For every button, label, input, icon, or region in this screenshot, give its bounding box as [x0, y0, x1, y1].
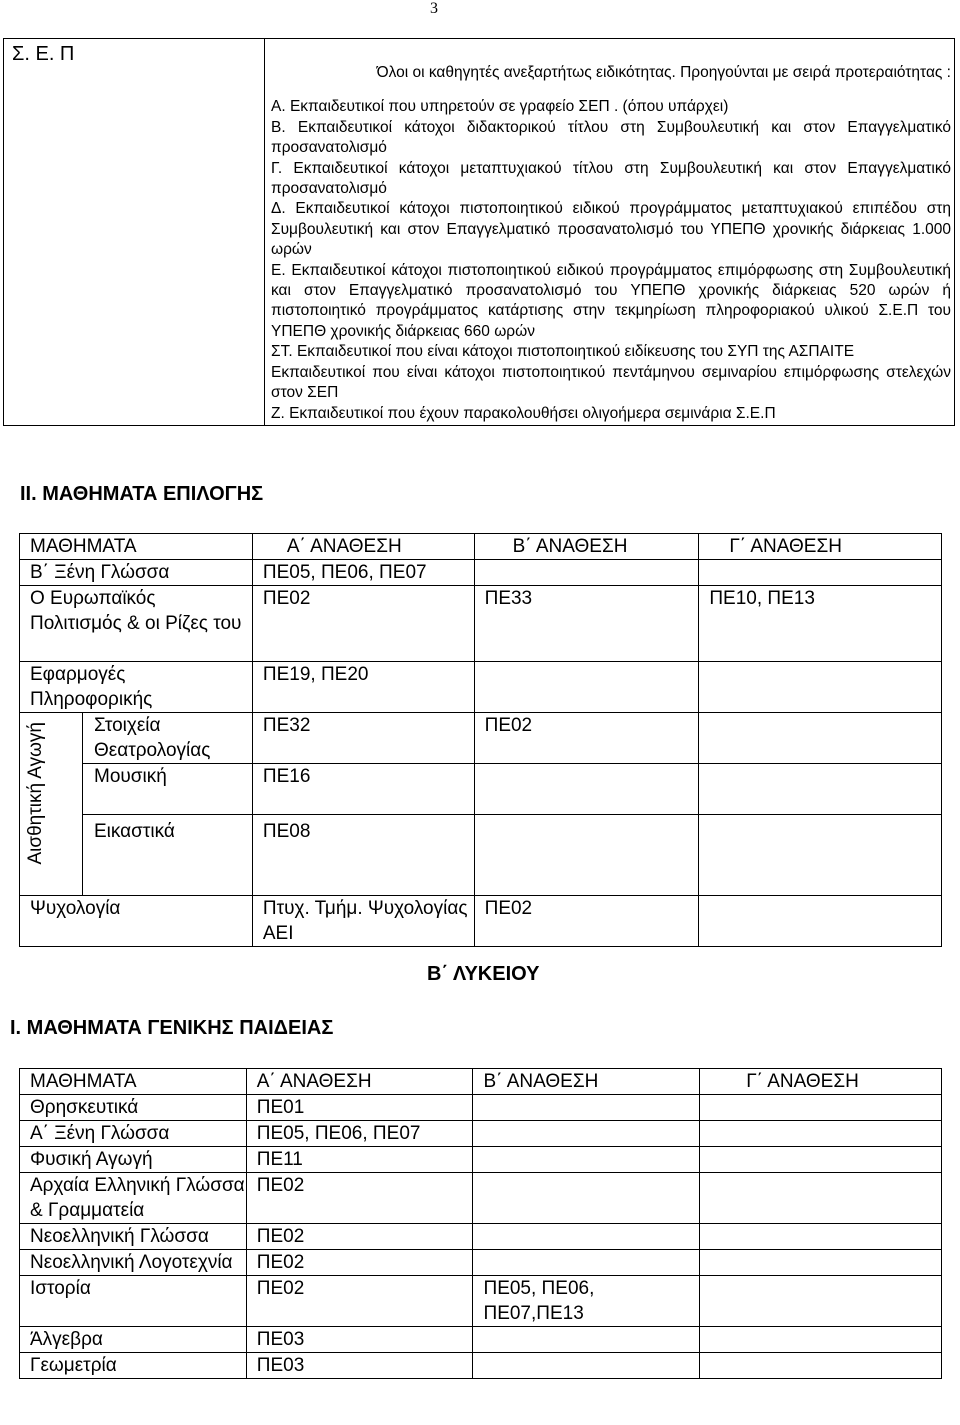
aesthetic-subject: Μουσική — [83, 764, 252, 815]
col-header: Γ΄ ΑΝΑΘΕΣΗ — [700, 1069, 942, 1095]
table-cell — [475, 764, 699, 815]
table-cell — [699, 764, 941, 815]
col-header: ΜΑΘΗΜΑΤΑ — [20, 1069, 247, 1095]
aesthetic-col — [252, 713, 474, 896]
col-header: Β΄ ΑΝΑΘΕΣΗ — [473, 1069, 700, 1095]
table-row — [20, 1147, 942, 1173]
table-cell: ΠΕ11 — [246, 1147, 473, 1173]
table-cell — [699, 896, 942, 947]
table-cell — [473, 1095, 700, 1121]
table-cell — [473, 1250, 700, 1276]
table-cell — [700, 1224, 942, 1250]
table-row — [20, 560, 942, 586]
col-header: Γ΄ ΑΝΑΘΕΣΗ — [699, 534, 942, 560]
table-cell: Πτυχ. Τμήμ. Ψυχολογίας ΑΕΙ — [252, 896, 474, 947]
section1-title: Ι. ΜΑΘΗΜΑΤΑ ΓΕΝΙΚΗΣ ΠΑΙΔΕΙΑΣ — [10, 1017, 334, 1039]
table-cell: ΠΕ08 — [262, 821, 311, 842]
sep-item: Β. Εκπαιδευτικοί κάτοχοι διδακτορικού τίτλου στη Συμβουλευτική και στον Επαγγελματικό προσανατολισμό — [271, 118, 951, 157]
table-cell: Άλγεβρα — [20, 1327, 247, 1353]
table-cell: ΠΕ05, ΠΕ06, ΠΕ07 — [252, 560, 474, 586]
table-cell: Αρχαία Ελληνική Γλώσσα & Γραμματεία — [20, 1173, 247, 1224]
table-row — [20, 1173, 942, 1224]
table-cell — [700, 1327, 942, 1353]
sep-text — [271, 63, 951, 424]
table-cell: Νεοελληνική Γλώσσα — [20, 1224, 247, 1250]
sep-intro: Όλοι οι καθηγητές ανεξαρτήτως ειδικότητας. Προηγούνται με σειρά προτεραιότητας : — [376, 64, 951, 81]
table-cell — [700, 1147, 942, 1173]
table-cell — [473, 1173, 700, 1224]
sep-item: Γ. Εκπαιδευτικοί κάτοχοι μεταπτυχιακού τίτλου στη Συμβουλευτική και στον Επαγγελματικό προσανατολισμό — [271, 159, 951, 198]
lykeio-title: Β΄ ΛΥΚΕΙΟΥ — [427, 963, 540, 985]
table-cell — [700, 1121, 942, 1147]
table-cell — [699, 815, 941, 895]
table-cell — [474, 662, 699, 713]
table-header-row — [20, 534, 942, 560]
table-cell: ΠΕ01 — [246, 1095, 473, 1121]
table-cell: Ο Ευρωπαϊκός Πολιτισμός & οι Ρίζες του — [20, 586, 253, 662]
aesthetic-label: Αισθητική Αγωγή — [25, 722, 46, 865]
table-cell: Εφαρμογές Πληροφορικής — [20, 662, 253, 713]
col-header: Α΄ ΑΝΑΘΕΣΗ — [246, 1069, 473, 1095]
table-cell — [700, 1353, 942, 1379]
sep-item: Ζ. Εκπαιδευτικοί που έχουν παρακολουθήσει ολιγοήμερα σεμινάρια Σ.Ε.Π — [271, 404, 776, 422]
table-cell: Νεοελληνική Λογοτεχνία — [20, 1250, 247, 1276]
table-cell: ΠΕ05, ΠΕ06, ΠΕ07,ΠΕ13 — [473, 1276, 700, 1327]
col-header: ΜΑΘΗΜΑΤΑ — [20, 534, 253, 560]
aesthetic-col — [699, 713, 942, 896]
table-cell: ΠΕ02 — [246, 1173, 473, 1224]
table-row — [20, 586, 942, 662]
page-number: 3 — [430, 0, 438, 17]
table-row — [20, 1250, 942, 1276]
table-cell: ΠΕ32 — [253, 713, 474, 764]
sep-item: ΣΤ. Εκπαιδευτικοί που είναι κάτοχοι πιστοποιητικού ειδίκευσης του ΣΥΠ της ΑΣΠΑΙΤΕ — [271, 343, 855, 361]
col-header: Β΄ ΑΝΑΘΕΣΗ — [474, 534, 699, 560]
table-cell: ΠΕ02 — [474, 896, 699, 947]
table-cell: ΠΕ05, ΠΕ06, ΠΕ07 — [246, 1121, 473, 1147]
table-row — [20, 1095, 942, 1121]
table-row — [20, 713, 942, 896]
table-cell — [700, 1173, 942, 1224]
aesthetic-col — [474, 713, 699, 896]
general-table — [19, 1068, 942, 1379]
table-cell: ΠΕ02 — [475, 713, 699, 764]
table-cell — [700, 1250, 942, 1276]
table-cell: ΠΕ03 — [246, 1353, 473, 1379]
table-cell: Θρησκευτικά — [20, 1095, 247, 1121]
section2-title: ΙΙ. ΜΑΘΗΜΑΤΑ ΕΠΙΛΟΓΗΣ — [20, 483, 264, 505]
table-row — [20, 1224, 942, 1250]
sep-box — [3, 38, 955, 426]
table-row — [20, 662, 942, 713]
table-cell: Γεωμετρία — [20, 1353, 247, 1379]
table-cell — [475, 815, 699, 895]
table-cell — [699, 560, 942, 586]
elective-table — [19, 533, 942, 947]
table-cell — [473, 1121, 700, 1147]
sep-item: Α. Εκπαιδευτικοί που υπηρετούν σε γραφείο ΣΕΠ . (όπου υπάρχει) — [271, 98, 729, 116]
table-cell — [699, 662, 942, 713]
table-cell: ΠΕ02 — [246, 1276, 473, 1327]
table-cell — [474, 560, 699, 586]
table-cell — [699, 713, 941, 764]
table-row — [20, 1276, 942, 1327]
table-cell — [473, 1224, 700, 1250]
table-cell: ΠΕ02 — [246, 1250, 473, 1276]
table-cell: ΠΕ02 — [252, 586, 474, 662]
table-cell: ΠΕ03 — [246, 1327, 473, 1353]
table-row — [20, 896, 942, 947]
aesthetic-subject: Στοιχεία Θεατρολογίας — [83, 713, 252, 764]
table-cell — [700, 1276, 942, 1327]
table-cell: Β΄ Ξένη Γλώσσα — [20, 560, 253, 586]
sep-item: Εκπαιδευτικοί που είναι κάτοχοι πιστοποιητικού πεντάμηνου σεμιναρίου επιμόρφωσης στελεχών στον ΣΕΠ — [271, 363, 951, 402]
table-cell: ΠΕ02 — [246, 1224, 473, 1250]
table-cell: Ιστορία — [20, 1276, 247, 1327]
table-row — [20, 1353, 942, 1379]
sep-item: Δ. Εκπαιδευτικοί κάτοχοι πιστοποιητικού ειδικού προγράμματος μεταπτυχιακού επιπέδου στη Συμβουλευτική και στον Επαγγελματικό προσανατολισμό του ΥΠΕΠΘ χρονικής διάρκειας 1.000 ωρών — [271, 200, 951, 259]
table-cell: ΠΕ19, ΠΕ20 — [252, 662, 474, 713]
sep-item: Ε. Εκπαιδευτικοί κάτοχοι πιστοποιητικού ειδικού προγράμματος επιμόρφωσης στη Συμβουλευτική και στον Επαγγελματικό προσανατολισμό του ΥΠΕΠΘ χρονικής διάρκειας 520 ωρών ή πιστοποιητικό προγράμματος κατάρτισης στην τεκμηρίωση πληροφοριακού υλικού Σ.Ε.Π του ΥΠΕΠΘ χρονικής διάρκειας 660 ωρών — [271, 261, 951, 340]
table-header-row — [20, 1069, 942, 1095]
table-cell: ΠΕ33 — [474, 586, 699, 662]
col-header: Α΄ ΑΝΑΘΕΣΗ — [252, 534, 474, 560]
table-cell: Α΄ Ξένη Γλώσσα — [20, 1121, 247, 1147]
table-cell: ΠΕ16 — [253, 764, 474, 815]
sep-label: Σ. Ε. Π — [12, 43, 75, 65]
table-cell — [473, 1327, 700, 1353]
table-cell — [700, 1095, 942, 1121]
table-row — [20, 1121, 942, 1147]
sep-divider — [264, 39, 265, 425]
aesthetic-cell — [20, 713, 253, 896]
table-cell — [473, 1353, 700, 1379]
table-cell: Ψυχολογία — [20, 896, 253, 947]
table-cell — [473, 1147, 700, 1173]
table-row — [20, 1327, 942, 1353]
table-cell: ΠΕ10, ΠΕ13 — [699, 586, 942, 662]
aesthetic-subject: Εικαστικά — [94, 821, 175, 842]
table-cell: Φυσική Αγωγή — [20, 1147, 247, 1173]
